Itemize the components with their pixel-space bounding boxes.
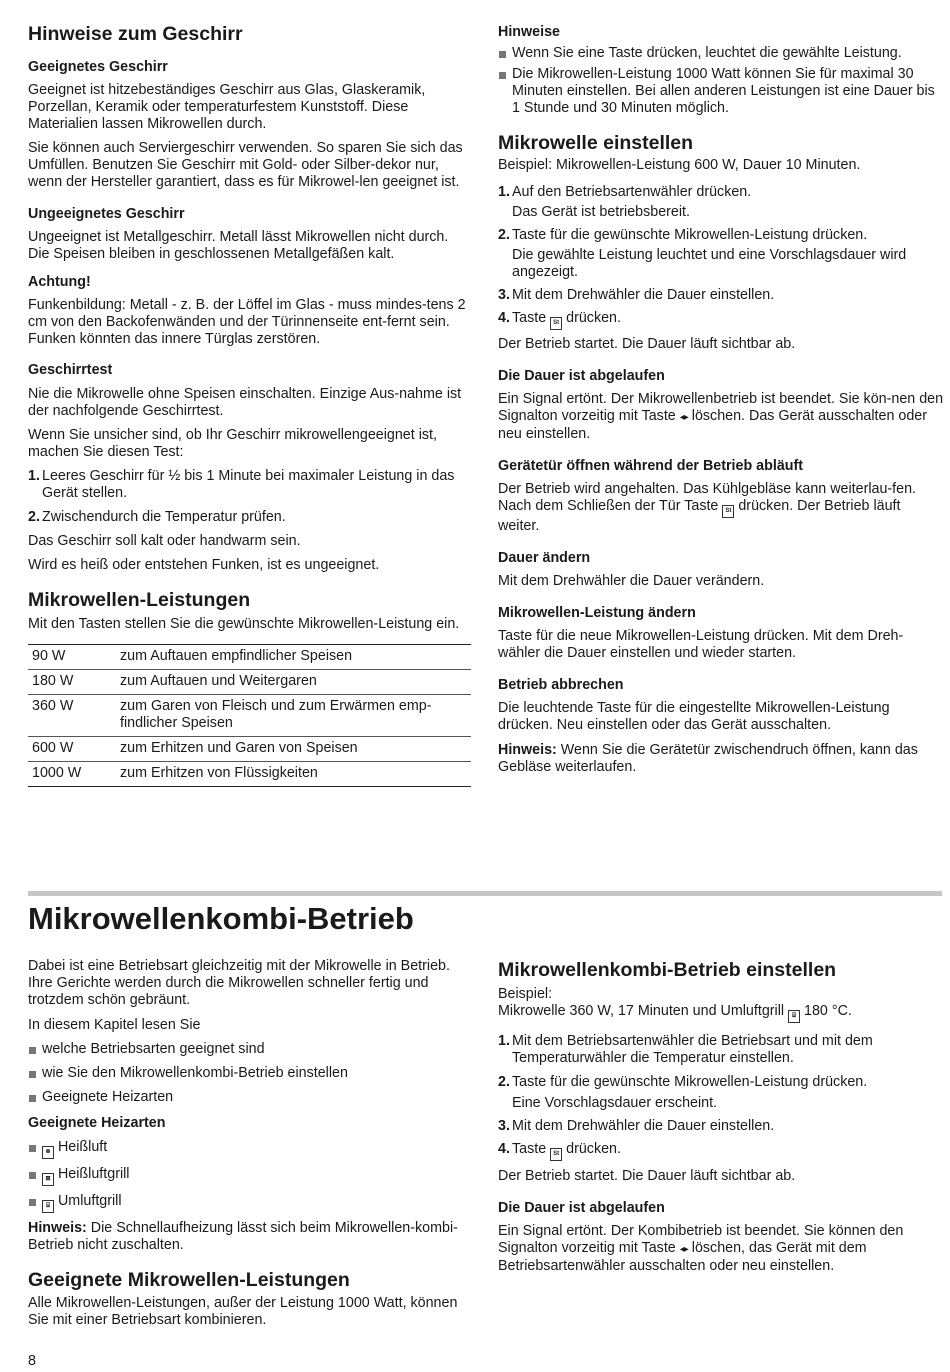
paragraph: Funkenbildung: Metall - z. B. der Löffel im Glas - muss mindes-tens 2 cm von den Backofenwänden und der Türinnenseite ent-fernt sein. Funken könnten das innere Türglas zerstören. — [28, 297, 466, 347]
subheading: Geeignetes Geschirr — [28, 59, 168, 75]
list-item: 4. Taste St drücken. — [498, 1141, 944, 1161]
list-item: 2. Zwischendurch die Temperatur prüfen. — [28, 509, 286, 525]
list-item: ⊛ Heißluft — [28, 1139, 472, 1159]
paragraph: Das Geschirr soll kalt oder handwarm sein. — [28, 533, 301, 549]
bullet-icon — [28, 1166, 42, 1186]
subheading: Achtung! — [28, 274, 91, 290]
paragraph: Die gewählte Leistung leuchtet und eine Vorschlagsdauer wird angezeigt. — [512, 247, 907, 280]
bullet-icon — [498, 45, 512, 62]
list-item: 1. Leeres Geschirr für ½ bis 1 Minute bei maximaler Leistung in das Gerät stellen. — [28, 468, 455, 501]
subheading: Die Dauer ist abgelaufen — [498, 368, 665, 384]
section-heading: Hinweise zum Geschirr — [28, 23, 243, 45]
paragraph: Beispiel: — [498, 986, 553, 1002]
list-item: 1. Mit dem Betriebsartenwähler die Betriebsart und mit dem Temperaturwähler die Temperatur einstellen. — [498, 1033, 873, 1066]
list-item: wie Sie den Mikrowellenkombi-Betrieb einstellen — [28, 1065, 472, 1082]
paragraph: In diesem Kapitel lesen Sie — [28, 1017, 201, 1033]
section-heading: Mikrowellenkombi-Betrieb einstellen — [498, 959, 837, 981]
paragraph: Geeignet ist hitzebeständiges Geschirr aus Glas, Glaskeramik, Porzellan, Keramik oder temperaturfestem Kunststoff. Diese Materialien lassen Mikrowellen durch. — [28, 82, 426, 132]
paragraph: Eine Vorschlagsdauer erscheint. — [512, 1095, 718, 1111]
paragraph: Alle Mikrowellen-Leistungen, außer der Leistung 1000 Watt, können Sie mit einer Betriebsart kombinieren. — [28, 1295, 458, 1328]
subheading: Geeignete Heizarten — [28, 1115, 166, 1131]
paragraph: Die leuchtende Taste für die eingestellte Mikrowellen-Leistung drücken. Neu einstellen oder das Gerät ausschalten. — [498, 700, 890, 733]
list-item: 4. Taste St drücken. — [498, 310, 944, 330]
paragraph: Beispiel: Mikrowellen-Leistung 600 W, Dauer 10 Minuten. — [498, 157, 861, 173]
clear-icon: ◂▸ — [679, 1244, 688, 1255]
paragraph: Der Betrieb wird angehalten. Das Kühlgebläse kann weiterlau-fen. Nach dem Schließen der Tür Taste St drücken. Der Betrieb läuft weiter. — [498, 481, 917, 534]
bullet-icon — [28, 1139, 42, 1159]
section-heading: Mikrowelle einstellen — [498, 132, 694, 154]
hot-air-icon: ⊛ — [42, 1146, 54, 1159]
paragraph: Der Betrieb startet. Die Dauer läuft sichtbar ab. — [498, 336, 796, 352]
clear-icon: ◂▸ — [679, 412, 688, 423]
table-row: 90 W zum Auftauen empfindlicher Speisen — [28, 645, 471, 670]
subheading: Ungeeignetes Geschirr — [28, 206, 185, 222]
paragraph: Dabei ist eine Betriebsart gleichzeitig mit der Mikrowelle in Betrieb. Ihre Gerichte werden durch die Mikrowellen schneller fertig und trotzdem schön gebräunt. — [28, 958, 450, 1008]
bullet-icon — [498, 66, 512, 117]
list-item: ⊠ Heißluftgrill — [28, 1166, 472, 1186]
start-icon: St — [722, 505, 734, 518]
paragraph: Ein Signal ertönt. Der Mikrowellenbetrieb ist beendet. Sie kön-nen den Signalton vorzeitig mit Taste ◂▸ löschen. Das Gerät ausschalten oder neu einstellen. — [498, 391, 944, 442]
list-item: 3. Mit dem Drehwähler die Dauer einstellen. — [498, 287, 775, 303]
paragraph: Mit dem Drehwähler die Dauer verändern. — [498, 573, 765, 589]
paragraph: Ein Signal ertönt. Der Kombibetrieb ist beendet. Sie können den Signalton vorzeitig mit Taste ◂▸ löschen, das Gerät mit dem Betriebsartenwähler ausschalten oder neu einstellen. — [498, 1223, 904, 1274]
power-table — [28, 644, 471, 787]
subheading: Geschirrtest — [28, 362, 113, 378]
bullet-icon — [28, 1193, 42, 1213]
circulating-grill-icon: ⌸ — [788, 1010, 800, 1023]
hot-air-grill-icon: ⊠ — [42, 1173, 54, 1186]
bullet-icon — [28, 1041, 42, 1058]
left-column-kombi — [28, 958, 472, 1329]
paragraph: Nie die Mikrowelle ohne Speisen einschalten. Einzige Aus-nahme ist der nachfolgende Geschirrtest. — [28, 386, 462, 419]
chapter-title: Mikrowellenkombi-Betrieb — [28, 901, 414, 936]
left-column — [28, 22, 472, 787]
table-row: 1000 W zum Erhitzen von Flüssigkeiten — [28, 762, 471, 787]
list-item: 2. Taste für die gewünschte Mikrowellen-Leistung drücken. — [498, 1074, 868, 1090]
subheading: Die Dauer ist abgelaufen — [498, 1200, 665, 1216]
paragraph: Ungeeignet ist Metallgeschirr. Metall lässt Mikrowellen nicht durch. Die Speisen bleiben in geschlossenen Metallgefäßen kalt. — [28, 229, 449, 262]
start-icon: St — [550, 317, 562, 330]
list-item: Geeignete Heizarten — [28, 1089, 472, 1106]
right-column-kombi — [498, 958, 944, 1275]
paragraph: Sie können auch Serviergeschirr verwenden. So sparen Sie sich das Umfüllen. Benutzen Sie Geschirr mit Gold- oder Silber-dekor nur, wenn der Hersteller garantiert, dass es für Mikrowel-len geeignet ist. — [28, 140, 463, 190]
subheading: Gerätetür öffnen während der Betrieb abläuft — [498, 458, 804, 474]
paragraph: Taste für die neue Mikrowellen-Leistung drücken. Mit dem Dreh-wähler die Dauer einstellen und wieder starten. — [498, 628, 904, 661]
list-item: Die Mikrowellen-Leistung 1000 Watt können Sie für maximal 30 Minuten einstellen. Bei allen anderen Leistungen ist eine Dauer bis 1 Stunde und 30 Minuten möglich. — [498, 66, 944, 117]
table-row: 600 W zum Erhitzen und Garen von Speisen — [28, 737, 471, 762]
bullet-icon — [28, 1089, 42, 1106]
subheading: Dauer ändern — [498, 550, 591, 566]
note: Hinweis: Wenn Sie die Gerätetür zwischendruch öffnen, kann das Gebläse weiterlaufen. — [498, 742, 918, 775]
list-item: welche Betriebsarten geeignet sind — [28, 1041, 472, 1058]
subheading: Hinweise — [498, 24, 560, 40]
list-item: ⌸ Umluftgrill — [28, 1193, 472, 1213]
note: Hinweis: Die Schnellaufheizung lässt sich beim Mikrowellen-kombi-Betrieb nicht zuschalten. — [28, 1220, 458, 1253]
section-heading: Mikrowellen-Leistungen — [28, 589, 251, 611]
start-icon: St — [550, 1148, 562, 1161]
list-item: 2. Taste für die gewünschte Mikrowellen-Leistung drücken. — [498, 227, 868, 243]
paragraph: Wird es heiß oder entstehen Funken, ist es ungeeignet. — [28, 557, 380, 573]
paragraph: Der Betrieb startet. Die Dauer läuft sichtbar ab. — [498, 1168, 796, 1184]
subheading: Betrieb abbrechen — [498, 677, 624, 693]
paragraph: Das Gerät ist betriebsbereit. — [512, 204, 690, 220]
list-item: 1. Auf den Betriebsartenwähler drücken. — [498, 184, 752, 200]
section-heading: Geeignete Mikrowellen-Leistungen — [28, 1269, 350, 1291]
paragraph: Mikrowelle 360 W, 17 Minuten und Umluftgrill ⌸ 180 °C. — [498, 1003, 944, 1023]
table-row: 180 W zum Auftauen und Weitergaren — [28, 670, 471, 695]
subheading: Mikrowellen-Leistung ändern — [498, 605, 696, 621]
chapter-rule — [28, 891, 942, 896]
paragraph: Wenn Sie unsicher sind, ob Ihr Geschirr mikrowellengeeignet ist, machen Sie diesen Test: — [28, 427, 437, 460]
circulating-grill-icon: ⌸ — [42, 1200, 54, 1213]
list-item: 3. Mit dem Drehwähler die Dauer einstellen. — [498, 1118, 775, 1134]
right-column — [498, 24, 944, 776]
table-row: 360 W zum Garen von Fleisch und zum Erwärmen emp-findlicher Speisen — [28, 695, 471, 737]
list-item: Wenn Sie eine Taste drücken, leuchtet die gewählte Leistung. — [498, 45, 944, 62]
paragraph: Mit den Tasten stellen Sie die gewünschte Mikrowellen-Leistung ein. — [28, 616, 460, 632]
page-number: 8 — [28, 1353, 36, 1369]
bullet-icon — [28, 1065, 42, 1082]
